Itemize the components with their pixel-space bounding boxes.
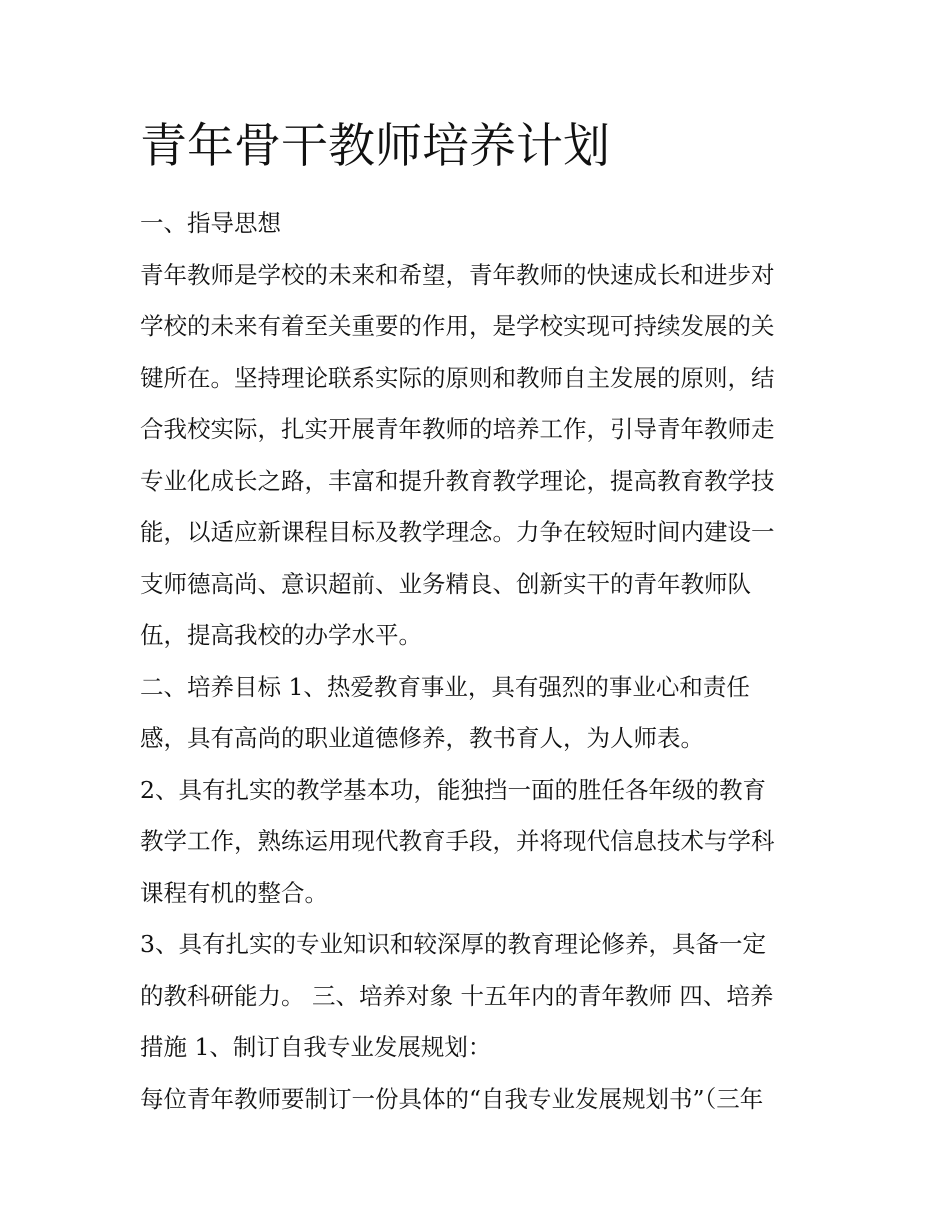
paragraph-line: 感，具有高尚的职业道德修养，教书育人，为人师表。 xyxy=(140,724,704,752)
paragraph-line: 措施 1、制订自我专业发展规划： xyxy=(140,1033,492,1061)
paragraph-line: 伍，提高我校的办学水平。 xyxy=(140,621,422,649)
paragraph-line: 二、培养目标 1、热爱教育事业，具有强烈的事业心和责任 xyxy=(140,672,750,701)
paragraph-line: 每位青年教师要制订一份具体的“自我专业发展规划书”（三年 xyxy=(140,1084,764,1113)
paragraph-line: 能，以适应新课程目标及教学理念。力争在较短时间内建设一 xyxy=(140,518,775,546)
paragraph-line: 学校的未来有着至关重要的作用，是学校实现可持续发展的关 xyxy=(140,312,775,340)
paragraph-line: 专业化成长之路，丰富和提升教育教学理论，提高教育教学技 xyxy=(140,466,775,495)
section-heading-guiding-ideology: 一、指导思想 xyxy=(140,209,281,237)
document-page xyxy=(140,108,812,1125)
paragraph-line: 2、具有扎实的教学基本功，能独挡一面的胜任各年级的教育 xyxy=(140,775,766,804)
paragraph-line: 键所在。坚持理论联系实际的原则和教师自主发展的原则，结 xyxy=(140,363,775,392)
paragraph-line: 青年教师是学校的未来和希望，青年教师的快速成长和进步对 xyxy=(140,260,775,289)
title-spacer xyxy=(140,186,812,198)
paragraph-line: 课程有机的整合。 xyxy=(140,878,328,907)
document-title: 青年骨干教师培养计划 xyxy=(140,119,610,174)
paragraph-line: 的教科研能力。 三、培养对象 十五年内的青年教师 四、培养 xyxy=(140,981,774,1010)
paragraph-line: 教学工作，熟练运用现代教育手段，并将现代信息技术与学科 xyxy=(140,827,775,855)
paragraph-line: 支师德高尚、意识超前、业务精良、创新实干的青年教师队 xyxy=(140,569,751,598)
paragraph-line: 3、具有扎实的专业知识和较深厚的教育理论修养，具备一定 xyxy=(140,930,766,958)
paragraph-line: 合我校实际，扎实开展青年教师的培养工作，引导青年教师走 xyxy=(140,415,775,443)
